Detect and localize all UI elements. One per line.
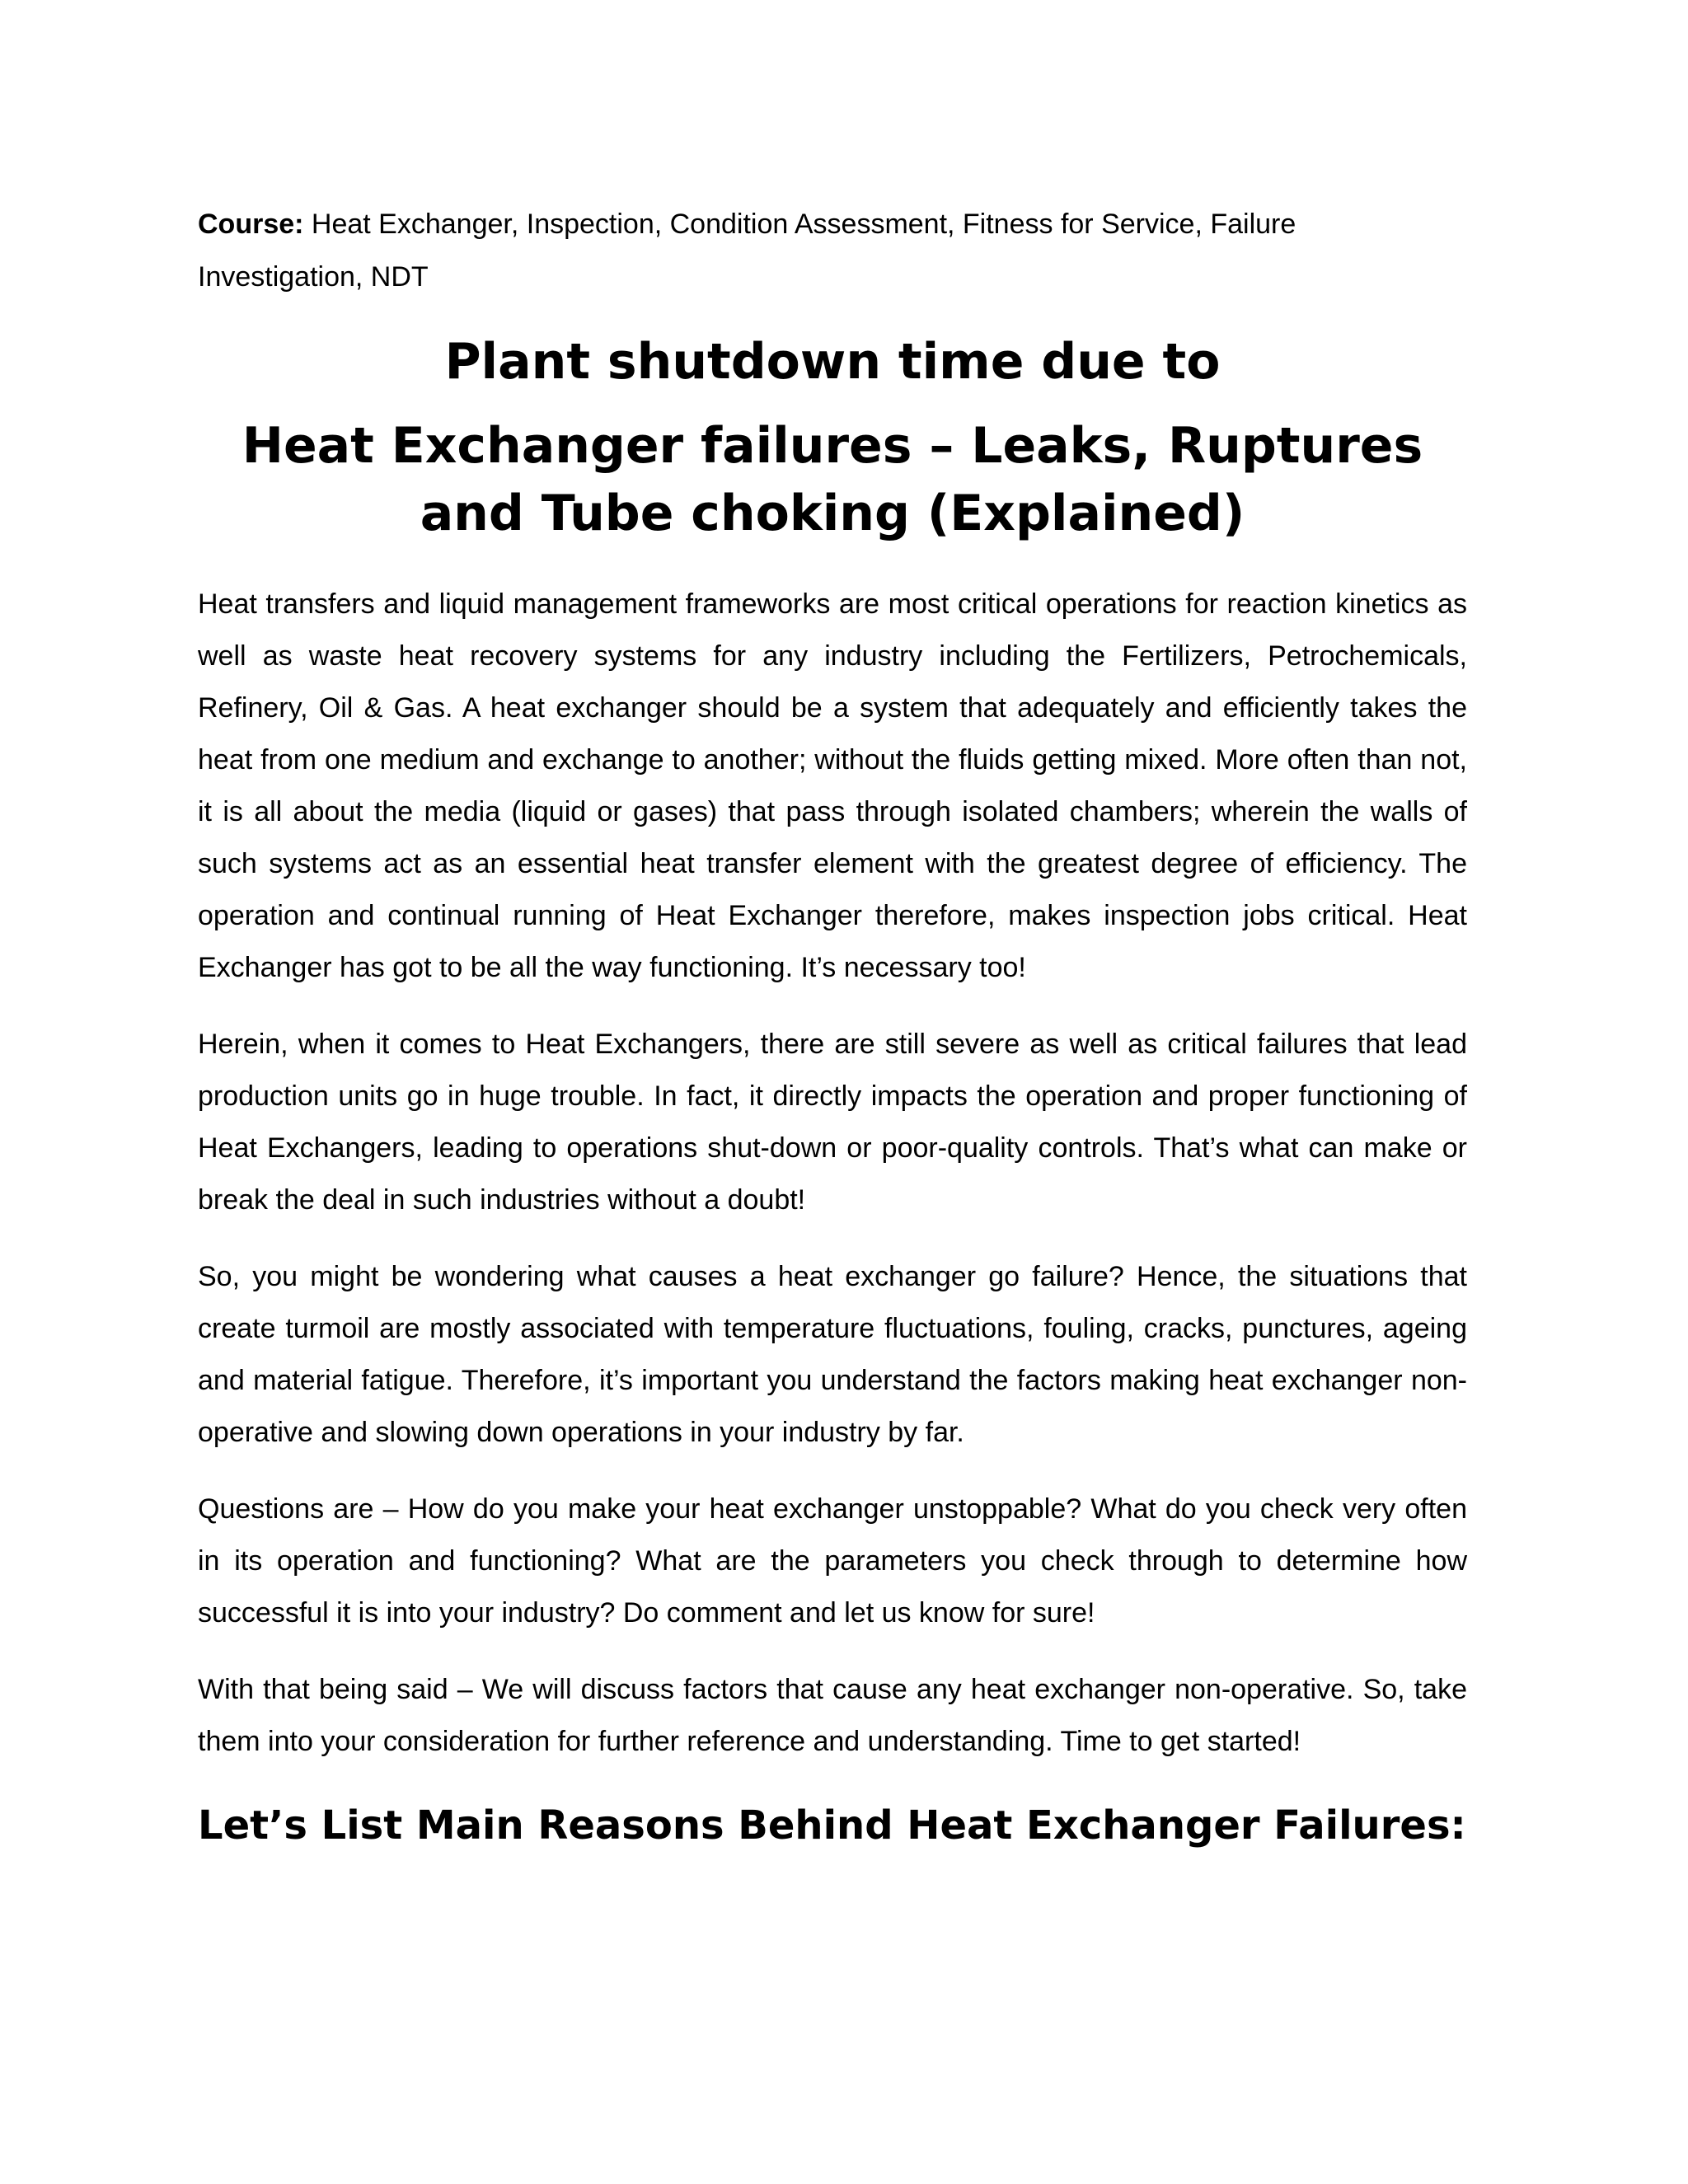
course-label: Course: [198,209,304,240]
paragraph-questions: Questions are – How do you make your heat exchanger unstoppable? What do you check very often in its operation and functioning? What are the parameters you check through to determine how successful it is into your industry? Do comment and let us know for sure! [198,1493,1467,1629]
paragraph-discussion: With that being said – We will discuss factors that cause any heat exchanger non-operative. So, take them into your consideration for further reference and understanding. Time to get started! [198,1674,1467,1757]
paragraph-intro: Heat transfers and liquid management frameworks are most critical operations for reaction kinetics as well as waste heat recovery systems for any industry including the Fertilizers, Petrochemicals, Refinery, Oil & Gas. A heat exchanger should be a system that adequately and efficiently takes the heat from one medium and exchange to another; without the fluids getting mixed. More often than not, it is all about the media (liquid or gases) that pass through isolated chambers; wherein the walls of such systems act as an essential heat transfer element with the greatest degree of efficiency. The operation and continual running of Heat Exchanger therefore, makes inspection jobs critical. Heat Exchanger has got to be all the way functioning. It’s necessary too! [198,588,1467,983]
paragraph-failures: Herein, when it comes to Heat Exchangers, there are still severe as well as critical failures that lead production units go in huge trouble. In fact, it directly impacts the operation and proper functioning of Heat Exchangers, leading to operations shut-down or poor-quality controls. That’s what can make or break the deal in such industries without a doubt! [198,1029,1467,1216]
title-line-2: Heat Exchanger failures – Leaks, Ruptures and Tube choking (Explained) [241,417,1423,542]
paragraph-causes: So, you might be wondering what causes a heat exchanger go failure? Hence, the situations that create turmoil are mostly associated with temperature fluctuations, fouling, cracks, punctures, ageing and material fatigue. Therefore, it’s important you understand the factors making heat exchanger non-operative and slowing down operations in your industry by far. [198,1261,1467,1448]
section-heading: Let’s List Main Reasons Behind Heat Exchanger Failures: [198,1802,1466,1849]
course-text: Heat Exchanger, Inspection, Condition Assessment, Fitness for Service, Failure Investigation, NDT [198,209,1296,293]
title-line-1: Plant shutdown time due to [444,333,1221,391]
document-page [198,198,1467,1858]
course-line [198,198,1467,303]
